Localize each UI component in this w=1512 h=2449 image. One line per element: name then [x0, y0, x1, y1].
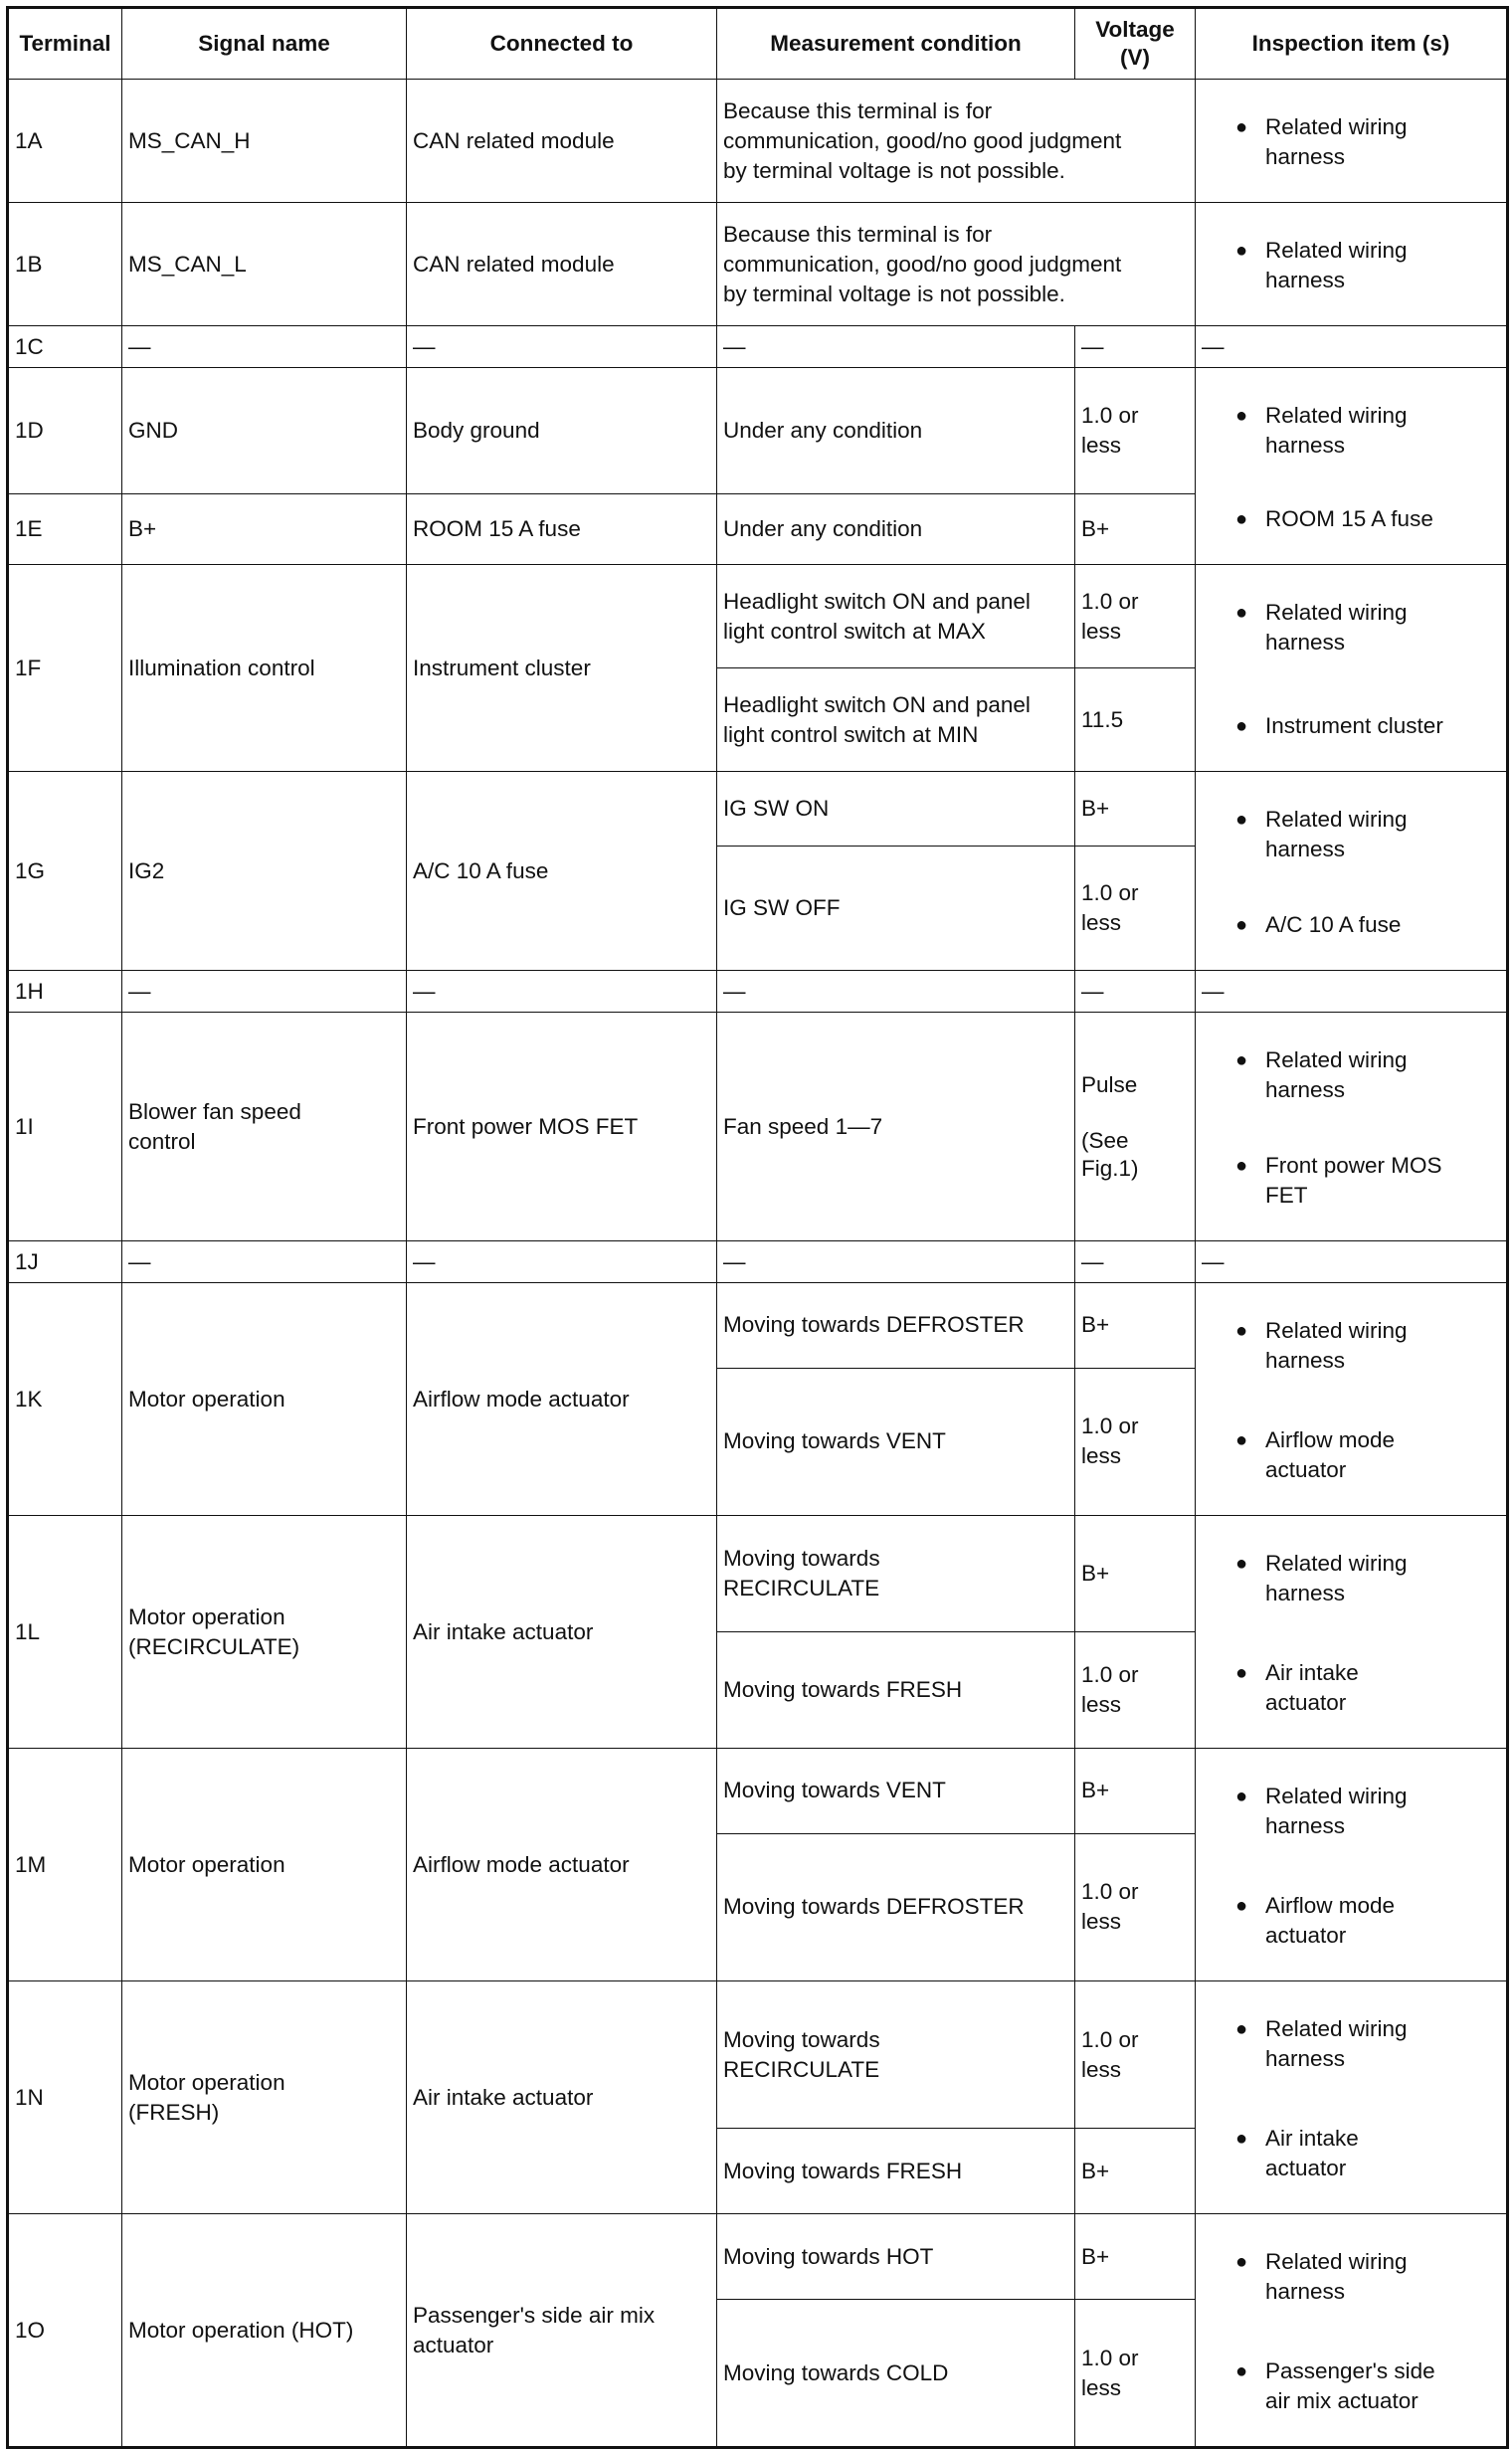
signal-cell: GND: [122, 368, 407, 494]
inspection-item: ● Airflow mode actuator: [1235, 1427, 1396, 1482]
condition-cell: —: [717, 1241, 1075, 1283]
voltage-cell: 1.0 or less: [1075, 368, 1196, 494]
header-signal-name: Signal name: [122, 8, 407, 80]
inspection-item: ● Airflow mode actuator: [1235, 1893, 1396, 1948]
header-terminal: Terminal: [8, 8, 122, 80]
voltage-cell: B+: [1075, 1283, 1196, 1369]
inspection-item: ● Related wiring harness: [1235, 114, 1408, 169]
bullet-icon: ●: [1235, 1662, 1248, 1684]
inspection-cell: [1196, 565, 1508, 772]
note-cell: Because this terminal is for communication, good/no good judgment by terminal voltage is not possible.: [717, 80, 1196, 203]
terminal-cell: 1K: [8, 1283, 122, 1516]
voltage-cell: —: [1075, 971, 1196, 1013]
inspection-item: ● Air intake actuator: [1235, 2126, 1359, 2180]
terminal-cell: 1M: [8, 1749, 122, 1981]
terminal-inspection-table: [6, 6, 1509, 2449]
voltage-cell: 1.0 or less: [1075, 1368, 1196, 1515]
signal-cell: B+: [122, 493, 407, 564]
signal-cell: Illumination control: [122, 565, 407, 772]
inspection-cell: [1196, 1749, 1508, 1981]
signal-cell: —: [122, 326, 407, 368]
inspection-item: ● Related wiring harness: [1235, 403, 1408, 458]
inspection-item: ● Instrument cluster: [1196, 711, 1502, 741]
connected-cell: Body ground: [407, 368, 717, 494]
table-row: [8, 1516, 1508, 1632]
signal-cell: Motor operation: [122, 1749, 407, 1981]
condition-cell: Headlight switch ON and panel light control switch at MAX: [717, 565, 1075, 668]
terminal-cell: 1E: [8, 493, 122, 564]
terminal-cell: 1L: [8, 1516, 122, 1749]
table-row: [8, 772, 1508, 847]
bullet-icon: ●: [1235, 240, 1248, 262]
inspection-item: ● Related wiring harness: [1235, 1551, 1408, 1605]
inspection-cell: [1196, 1013, 1508, 1241]
connected-cell: Front power MOS FET: [407, 1013, 717, 1241]
inspection-cell: —: [1196, 971, 1508, 1013]
condition-cell: Moving towards VENT: [717, 1368, 1075, 1515]
bullet-icon: ●: [1235, 1320, 1248, 1342]
table-row: [8, 1981, 1508, 2129]
condition-cell: Moving towards HOT: [717, 2214, 1075, 2300]
table-row: [8, 565, 1508, 668]
connected-cell: Passenger's side air mix actuator: [407, 2214, 717, 2448]
bullet-icon: ●: [1235, 2018, 1248, 2040]
signal-cell: —: [122, 971, 407, 1013]
condition-cell: Under any condition: [717, 493, 1075, 564]
inspection-item: ● Air intake actuator: [1235, 1660, 1359, 1715]
table-row: [8, 1749, 1508, 1834]
voltage-cell: 1.0 or less: [1075, 1981, 1196, 2129]
condition-cell: Moving towards FRESH: [717, 2129, 1075, 2214]
connected-cell: ROOM 15 A fuse: [407, 493, 717, 564]
condition-cell: —: [717, 326, 1075, 368]
inspection-item: ● Related wiring harness: [1235, 2016, 1408, 2071]
inspection-cell: [1196, 1516, 1508, 1749]
connected-cell: CAN related module: [407, 203, 717, 326]
connected-cell: CAN related module: [407, 80, 717, 203]
inspection-cell: —: [1196, 326, 1508, 368]
signal-cell: Blower fan speed control: [122, 1013, 407, 1241]
voltage-cell: Pulse (See Fig.1): [1075, 1013, 1196, 1241]
table-row: [8, 971, 1508, 1013]
inspection-cell: —: [1196, 1241, 1508, 1283]
condition-cell: Moving towards VENT: [717, 1749, 1075, 1834]
table-row: [8, 326, 1508, 368]
inspection-item: ● Related wiring harness: [1235, 2249, 1408, 2304]
voltage-cell: B+: [1075, 1749, 1196, 1834]
connected-cell: Instrument cluster: [407, 565, 717, 772]
inspection-item: ● Related wiring harness: [1235, 807, 1408, 861]
connected-cell: —: [407, 326, 717, 368]
table-row: [8, 368, 1508, 494]
voltage-cell: 1.0 or less: [1075, 565, 1196, 668]
header-row: [8, 8, 1508, 80]
header-inspection-items: Inspection item (s): [1196, 8, 1508, 80]
header-measurement-condition: Measurement condition: [717, 8, 1075, 80]
inspection-cell: [1196, 80, 1508, 203]
terminal-cell: 1A: [8, 80, 122, 203]
table-row: [8, 1013, 1508, 1241]
connected-cell: A/C 10 A fuse: [407, 772, 717, 971]
table-row: [8, 2214, 1508, 2300]
bullet-icon: ●: [1235, 116, 1248, 138]
condition-cell: Moving towards DEFROSTER: [717, 1833, 1075, 1980]
bullet-icon: ●: [1235, 1155, 1248, 1177]
condition-cell: —: [717, 971, 1075, 1013]
bullet-icon: ●: [1235, 1553, 1248, 1575]
inspection-item: ● ROOM 15 A fuse: [1196, 504, 1502, 534]
bullet-icon: ●: [1235, 1049, 1248, 1071]
condition-cell: IG SW OFF: [717, 847, 1075, 971]
condition-cell: Moving towards RECIRCULATE: [717, 1981, 1075, 2129]
inspection-item: ● Related wiring harness: [1235, 1047, 1408, 1102]
terminal-cell: 1I: [8, 1013, 122, 1241]
bullet-icon: ●: [1235, 1786, 1248, 1807]
header-voltage: Voltage (V): [1075, 8, 1196, 80]
terminal-cell: 1H: [8, 971, 122, 1013]
inspection-item: ● Related wiring harness: [1235, 1318, 1408, 1373]
condition-cell: IG SW ON: [717, 772, 1075, 847]
signal-cell: —: [122, 1241, 407, 1283]
terminal-cell: 1G: [8, 772, 122, 971]
inspection-item: ● Front power MOS FET: [1235, 1153, 1442, 1208]
bullet-icon: ●: [1235, 508, 1248, 530]
bullet-icon: ●: [1235, 809, 1248, 831]
terminal-cell: 1N: [8, 1981, 122, 2214]
inspection-cell: [1196, 2214, 1508, 2448]
inspection-item: ● Related wiring harness: [1235, 1784, 1408, 1838]
inspection-item: ● A/C 10 A fuse: [1196, 910, 1502, 940]
bullet-icon: ●: [1235, 2251, 1248, 2273]
signal-cell: Motor operation (HOT): [122, 2214, 407, 2448]
bullet-icon: ●: [1235, 2360, 1248, 2382]
connected-cell: Air intake actuator: [407, 1516, 717, 1749]
connected-cell: Air intake actuator: [407, 1981, 717, 2214]
inspection-item: ● Related wiring harness: [1235, 600, 1408, 655]
inspection-cell: [1196, 1981, 1508, 2214]
signal-cell: MS_CAN_L: [122, 203, 407, 326]
table-row: [8, 203, 1508, 326]
voltage-cell: B+: [1075, 772, 1196, 847]
condition-cell: Moving towards FRESH: [717, 1632, 1075, 1749]
inspection-item: ● Passenger's side air mix actuator: [1235, 2358, 1435, 2413]
voltage-cell: B+: [1075, 2129, 1196, 2214]
condition-cell: Headlight switch ON and panel light control switch at MIN: [717, 668, 1075, 772]
signal-cell: Motor operation: [122, 1283, 407, 1516]
terminal-cell: 1B: [8, 203, 122, 326]
table-row: [8, 80, 1508, 203]
bullet-icon: ●: [1235, 405, 1248, 427]
signal-cell: Motor operation (RECIRCULATE): [122, 1516, 407, 1749]
voltage-cell: B+: [1075, 1516, 1196, 1632]
terminal-cell: 1O: [8, 2214, 122, 2448]
bullet-icon: ●: [1235, 914, 1248, 936]
inspection-cell: [1196, 203, 1508, 326]
bullet-icon: ●: [1235, 602, 1248, 624]
table-row: [8, 1241, 1508, 1283]
connected-cell: —: [407, 1241, 717, 1283]
terminal-cell: 1F: [8, 565, 122, 772]
terminal-cell: 1C: [8, 326, 122, 368]
note-cell: Because this terminal is for communication, good/no good judgment by terminal voltage is not possible.: [717, 203, 1196, 326]
inspection-item: ● Related wiring harness: [1235, 238, 1408, 292]
signal-cell: MS_CAN_H: [122, 80, 407, 203]
voltage-cell: 1.0 or less: [1075, 847, 1196, 971]
condition-cell: Under any condition: [717, 368, 1075, 494]
condition-cell: Fan speed 1—7: [717, 1013, 1075, 1241]
bullet-icon: ●: [1235, 715, 1248, 737]
bullet-icon: ●: [1235, 1429, 1248, 1451]
inspection-cell: [1196, 772, 1508, 971]
connected-cell: —: [407, 971, 717, 1013]
voltage-cell: B+: [1075, 493, 1196, 564]
voltage-cell: 1.0 or less: [1075, 2300, 1196, 2448]
terminal-cell: 1J: [8, 1241, 122, 1283]
header-connected-to: Connected to: [407, 8, 717, 80]
signal-cell: IG2: [122, 772, 407, 971]
terminal-cell: 1D: [8, 368, 122, 494]
condition-cell: Moving towards RECIRCULATE: [717, 1516, 1075, 1632]
table-row: [8, 1283, 1508, 1369]
inspection-cell: [1196, 368, 1508, 565]
condition-cell: Moving towards DEFROSTER: [717, 1283, 1075, 1369]
bullet-icon: ●: [1235, 2128, 1248, 2150]
bullet-icon: ●: [1235, 1895, 1248, 1917]
voltage-cell: 11.5: [1075, 668, 1196, 772]
connected-cell: Airflow mode actuator: [407, 1283, 717, 1516]
voltage-cell: B+: [1075, 2214, 1196, 2300]
voltage-cell: 1.0 or less: [1075, 1632, 1196, 1749]
connected-cell: Airflow mode actuator: [407, 1749, 717, 1981]
voltage-cell: —: [1075, 326, 1196, 368]
voltage-cell: —: [1075, 1241, 1196, 1283]
signal-cell: Motor operation (FRESH): [122, 1981, 407, 2214]
inspection-cell: [1196, 1283, 1508, 1516]
voltage-cell: 1.0 or less: [1075, 1833, 1196, 1980]
condition-cell: Moving towards COLD: [717, 2300, 1075, 2448]
